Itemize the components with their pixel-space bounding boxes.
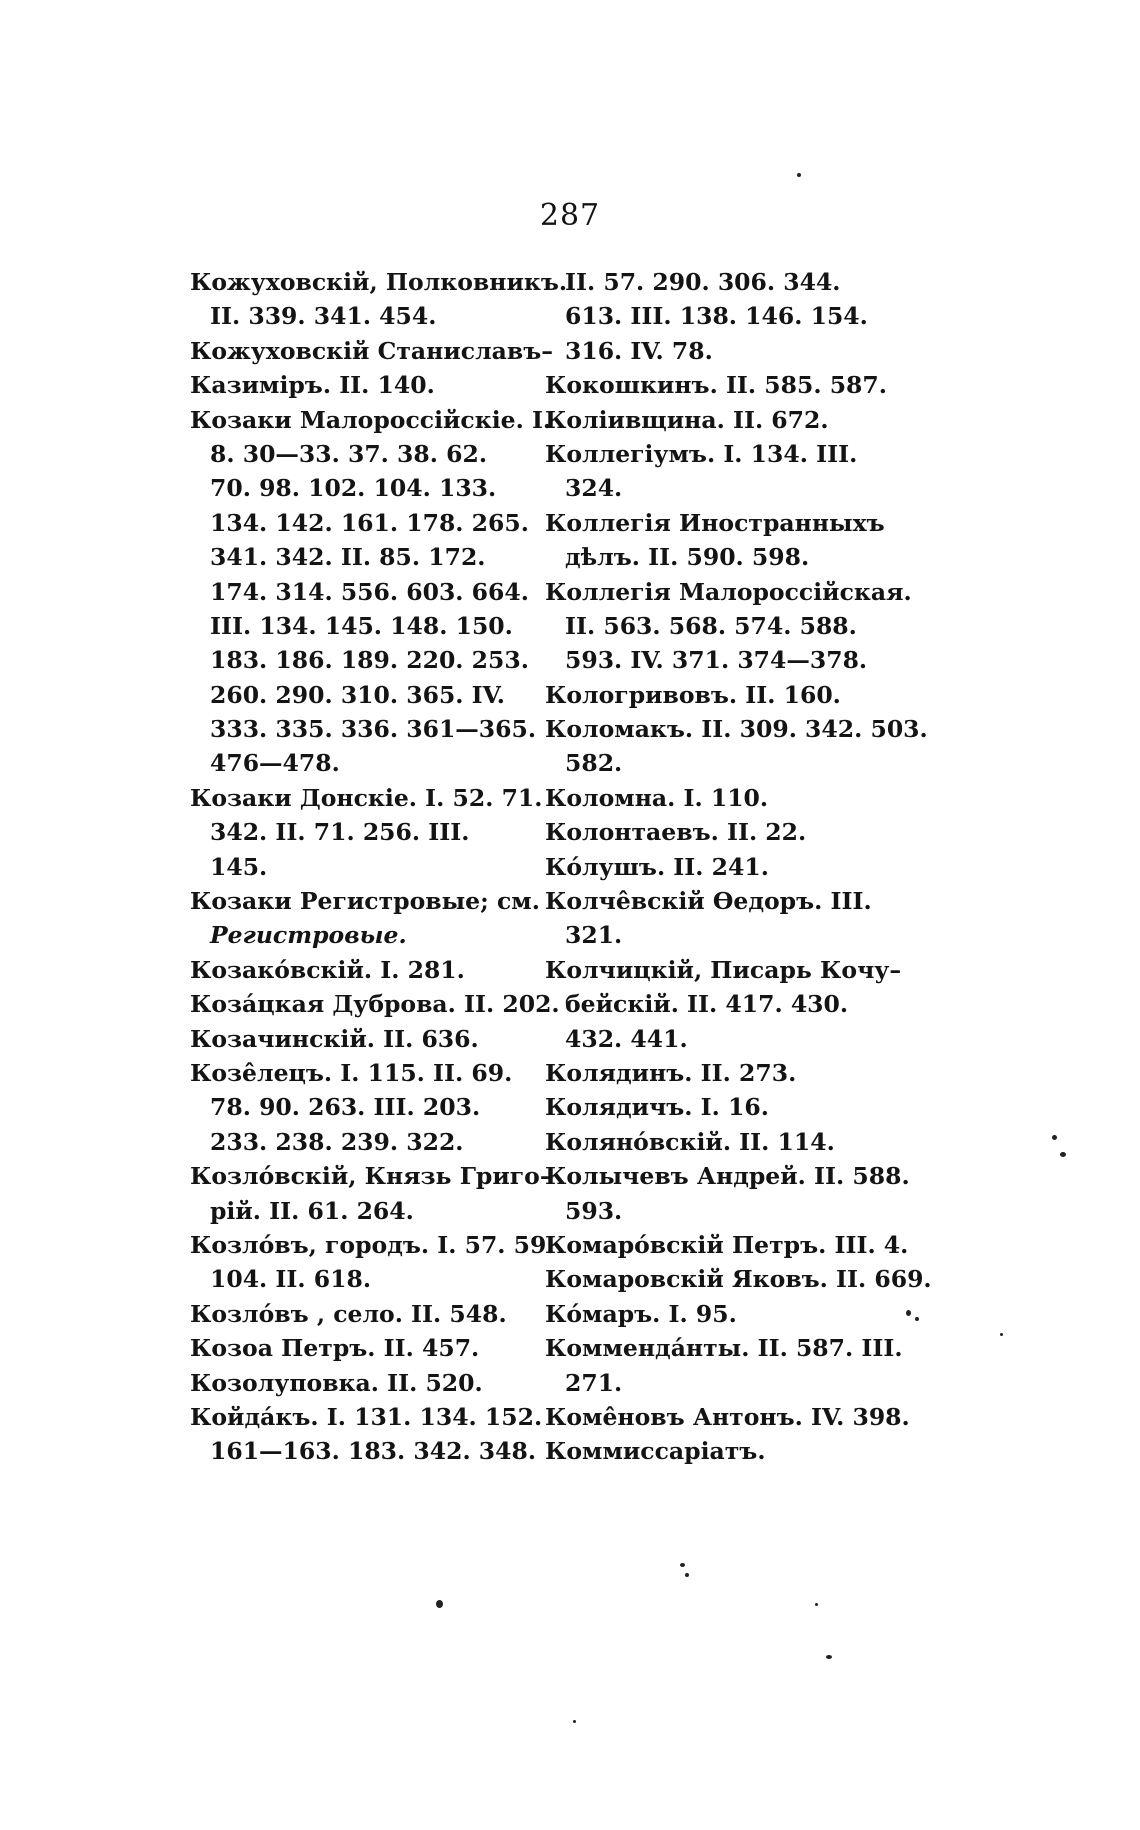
index-entry: Козолуповка. II. 520. [190, 1368, 483, 1397]
index-entry: Коллегія Малороссійская. [545, 577, 912, 606]
index-entry-continuation: Регистровые. [210, 921, 407, 950]
index-entry: Козаки Малороссійскіе. I. [190, 405, 552, 434]
index-entry: Козаки Донскіе. I. 52. 71. [190, 783, 543, 812]
index-entry: Коляно́вскій. II. 114. [545, 1127, 835, 1156]
index-entry: Колядичъ. I. 16. [545, 1093, 769, 1122]
index-entry: Кологривовъ. II. 160. [545, 680, 841, 709]
index-entry: Коме̂новъ Антонъ. IV. 398. [545, 1402, 910, 1431]
scan-speck [826, 1655, 832, 1659]
index-entry-continuation: 316. IV. 78. [565, 336, 713, 365]
index-entry-continuation: 582. [565, 749, 623, 778]
index-entry: Ко́маръ. I. 95. [545, 1299, 737, 1328]
index-entry-continuation: 342. II. 71. 256. III. [210, 818, 470, 847]
index-entry-continuation: II. 339. 341. 454. [210, 302, 437, 331]
index-entry: Коммиссаріатъ. [545, 1437, 766, 1466]
index-entry-continuation: 432. 441. [565, 1024, 688, 1053]
index-entry-continuation: 613. III. 138. 146. 154. [565, 302, 868, 331]
scan-speck [436, 1600, 443, 1608]
index-entry-continuation: 333. 335. 336. 361—365. [210, 715, 537, 744]
index-entry-continuation: 161—163. 183. 342. 348. [210, 1437, 537, 1466]
index-entry: Казиміръ. II. 140. [190, 371, 435, 400]
index-entry: Козло́вскій, Князь Григо– [190, 1162, 552, 1191]
scan-speck [685, 1573, 689, 1577]
index-entry: Колче̂вскій Ѳедоръ. III. [545, 887, 872, 916]
index-entry-continuation: 174. 314. 556. 603. 664. [210, 577, 529, 606]
scan-speck [1060, 1152, 1066, 1157]
index-entry-continuation: 104. II. 618. [210, 1265, 372, 1294]
index-entry-continuation: 183. 186. 189. 220. 253. [210, 646, 529, 675]
index-entry: Козаки Регистровые; см. [190, 887, 540, 916]
index-entry: Комаровскій Яковъ. II. 669. [545, 1265, 932, 1294]
index-entry: Кокошкинъ. II. 585. 587. [545, 371, 887, 400]
index-entry: Колычевъ Андрей. II. 588. [545, 1162, 910, 1191]
index-entry-continuation: 233. 238. 239. 322. [210, 1127, 464, 1156]
scan-speck [915, 1317, 919, 1321]
index-entry-continuation: 271. [565, 1368, 623, 1397]
index-entry: Койда́къ. I. 131. 134. 152. [190, 1402, 543, 1431]
index-entry: Кожуховскій, Полковникъ. [190, 268, 568, 296]
index-entry: Комаро́вскій Петръ. III. 4. [545, 1230, 909, 1259]
index-entry-continuation: 476—478. [210, 749, 340, 778]
index-entry: Колчицкій, Писарь Кочу– [545, 955, 902, 984]
index-entry: Коломна. I. 110. [545, 783, 769, 812]
index-entry: Коллегія Иностранныхъ [545, 508, 885, 537]
index-entry-continuation: 78. 90. 263. III. 203. [210, 1093, 481, 1122]
scan-speck [1052, 1135, 1057, 1140]
index-entry-continuation: 321. [565, 921, 623, 950]
index-entry: Ко́лушъ. II. 241. [545, 852, 769, 881]
index-entry-continuation: дѣлъ. II. 590. 598. [565, 543, 810, 572]
index-entry: Коліивщина. II. 672. [545, 405, 829, 434]
index-entry: Кожуховскій Станиславъ– [190, 336, 553, 365]
index-column-right [545, 265, 932, 1469]
index-entry-continuation: 134. 142. 161. 178. 265. [210, 508, 529, 537]
scan-speck [680, 1563, 685, 1567]
scan-speck [815, 1603, 818, 1606]
scan-speck [1000, 1333, 1003, 1336]
index-entry: Козоа Петръ. II. 457. [190, 1334, 480, 1363]
scan-speck [573, 1720, 576, 1723]
index-entry: Колядинъ. II. 273. [545, 1058, 797, 1087]
index-entry: Колонтаевъ. II. 22. [545, 818, 807, 847]
index-entry: Козло́въ , село. II. 548. [190, 1299, 507, 1328]
index-entry-continuation: 145. [210, 852, 268, 881]
index-entry-continuation: бейскій. II. 417. 430. [565, 990, 849, 1019]
index-entry-continuation: III. 134. 145. 148. 150. [210, 611, 513, 640]
index-entry-continuation: II. 57. 290. 306. 344. [565, 268, 841, 296]
index-entry-continuation: II. 563. 568. 574. 588. [565, 611, 857, 640]
index-entry: Коллегіумъ. I. 134. III. [545, 439, 858, 468]
index-entry-continuation: 70. 98. 102. 104. 133. [210, 474, 497, 503]
index-entry: Коза́цкая Дуброва. II. 202. [190, 990, 560, 1019]
index-entry-continuation: 593. IV. 371. 374—378. [565, 646, 868, 675]
index-entry-continuation: 8. 30—33. 37. 38. 62. [210, 439, 487, 468]
index-entry: Козачинскій. II. 636. [190, 1024, 479, 1053]
scan-speck [906, 1310, 911, 1316]
index-entry: Козе̂лецъ. I. 115. II. 69. [190, 1058, 513, 1087]
index-entry-continuation: 324. [565, 474, 623, 503]
index-entry: Козако́вскій. I. 281. [190, 955, 465, 984]
index-entry: Комменда́нты. II. 587. III. [545, 1334, 903, 1363]
index-column-left [190, 265, 568, 1469]
index-entry-continuation: рій. II. 61. 264. [210, 1196, 414, 1225]
index-entry: Коломакъ. II. 309. 342. 503. [545, 715, 928, 744]
page-number: 287 [539, 198, 601, 233]
index-entry-continuation: 341. 342. II. 85. 172. [210, 543, 486, 572]
index-entry-continuation: 593. [565, 1196, 623, 1225]
index-entry-continuation: 260. 290. 310. 365. IV. [210, 680, 505, 709]
scan-speck [797, 173, 801, 177]
index-entry: Козло́въ, городъ. I. 57. 59. [190, 1230, 555, 1259]
